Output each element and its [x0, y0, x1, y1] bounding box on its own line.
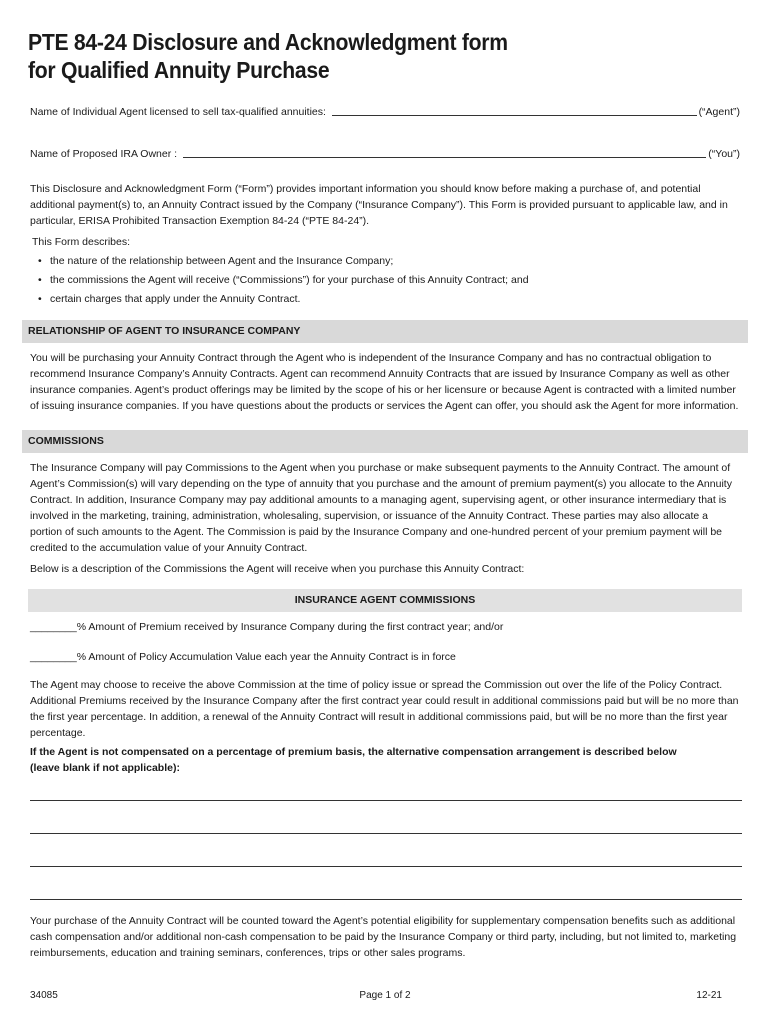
commissions-heading: COMMISSIONS [22, 430, 748, 453]
alt-compensation-input-line[interactable] [30, 866, 742, 867]
agent-name-label: Name of Individual Agent licensed to sell tax-qualified annuities: [30, 106, 326, 118]
premium-percent-line[interactable]: ________% Amount of Premium received by Insurance Company during the first contract year; and/or [30, 621, 504, 633]
relationship-paragraph: You will be purchasing your Annuity Contract through the Agent who is independent of the Insurance Company and has no contractual obligation to recommend Insurance Company’s Annuity Contracts. Agent can recommend Annuity Contracts that are issued by Insurance Company as well as other insurance companies. Agent’s product offerings may be limited by the scope of his or her licensure or because Agent is contracted with a limited number of issuing insurance companies. If you have questions about the products or services the Agent can offer, you should ask the Agent for more information. [30, 352, 739, 412]
alt-compensation-line-2: (leave blank if not applicable): [30, 762, 180, 774]
ira-owner-field[interactable] [30, 146, 740, 160]
commissions-below-text: Below is a description of the Commissions the Agent will receive when you purchase this Annuity Contract: [30, 563, 525, 575]
list-item: • certain charges that apply under the Annuity Contract. [32, 290, 732, 309]
accumulation-percent-line[interactable]: ________% Amount of Policy Accumulation Value each year the Annuity Contract is in force [30, 651, 456, 663]
describes-intro: This Form describes: [32, 236, 131, 248]
ira-owner-label: Name of Proposed IRA Owner : [30, 148, 178, 160]
ira-owner-input-line[interactable] [183, 156, 706, 158]
insurance-agent-commissions-heading: INSURANCE AGENT COMMISSIONS [28, 589, 742, 612]
alt-compensation-instructions [30, 744, 742, 776]
page-title [28, 28, 508, 84]
commissions-paragraph: The Insurance Company will pay Commissions to the Agent when you purchase or make subsequent payments to the Annuity Contract. The amount of Agent’s Commission(s) will vary depending on the type of annuity that you purchase and the amount of premium payment(s) you allocate to the Annuity Contract. In addition, Insurance Company may pay additional amounts to a managing agent, supervising agent, or other insurance intermediary that is involved in the marketing, training, administration, wholesaling, supervision, or issuance of the Annuity Contract. These parties may also allocate a portion of such amounts to the Agent. The Commission is paid by the Insurance Company and one-hundred percent of your premium payment will be credited to the accumulation value of your Annuity Contract. [30, 462, 732, 554]
form-date: 12-21 [696, 990, 722, 1001]
page-number: Page 1 of 2 [359, 990, 411, 1001]
title-line-1: PTE 84-24 Disclosure and Acknowledgment form [28, 29, 508, 55]
intro-paragraph: This Disclosure and Acknowledgment Form (“Form”) provides important information you should know before making a purchase of, and potential additional payment(s) to, an Annuity Contract issued by the Company (“Insurance Company”). This Form is provided pursuant to applicable law, and in particular, ERISA Prohibited Transaction Exemption 84-24 (“PTE 84-24”). [30, 183, 728, 227]
commission-choice-paragraph: The Agent may choose to receive the above Commission at the time of policy issue or spread the Commission out over the life of the Policy Contract. Additional Premiums received by the Insurance Company after the first contract year could result in additional commissions paid but will be no more than the first year percentage. In addition, a renewal of the Annuity Contract will result in additional commissions paid, but will be no more than the first year percentage. [30, 679, 739, 739]
agent-suffix: (“Agent”) [698, 106, 740, 118]
form-number: 34085 [30, 990, 58, 1001]
agent-name-input-line[interactable] [332, 114, 697, 116]
alt-compensation-input-line[interactable] [30, 899, 742, 900]
ira-owner-suffix: (“You”) [708, 148, 740, 160]
relationship-heading: RELATIONSHIP OF AGENT TO INSURANCE COMPANY [22, 320, 748, 343]
alt-compensation-input-line[interactable] [30, 800, 742, 801]
alt-compensation-input-line[interactable] [30, 833, 742, 834]
describes-list [32, 233, 732, 309]
agent-name-field[interactable] [30, 104, 740, 118]
title-line-2: for Qualified Annuity Purchase [28, 57, 330, 83]
list-item: • the nature of the relationship between Agent and the Insurance Company; [32, 252, 732, 271]
list-item: • the commissions the Agent will receive (“Commissions”) for your purchase of this Annuity Contract; and [32, 271, 732, 290]
supplementary-paragraph: Your purchase of the Annuity Contract will be counted toward the Agent’s potential eligibility for supplementary compensation benefits such as additional cash compensation and/or additional non-cash compensation to be paid by the Insurance Company or third party, including, but not limited to, marketing reimbursements, education and training seminars, conferences, trips or other sales programs. [30, 915, 737, 959]
alt-compensation-line-1: If the Agent is not compensated on a percentage of premium basis, the alternative compensation arrangement is described below [30, 746, 677, 758]
